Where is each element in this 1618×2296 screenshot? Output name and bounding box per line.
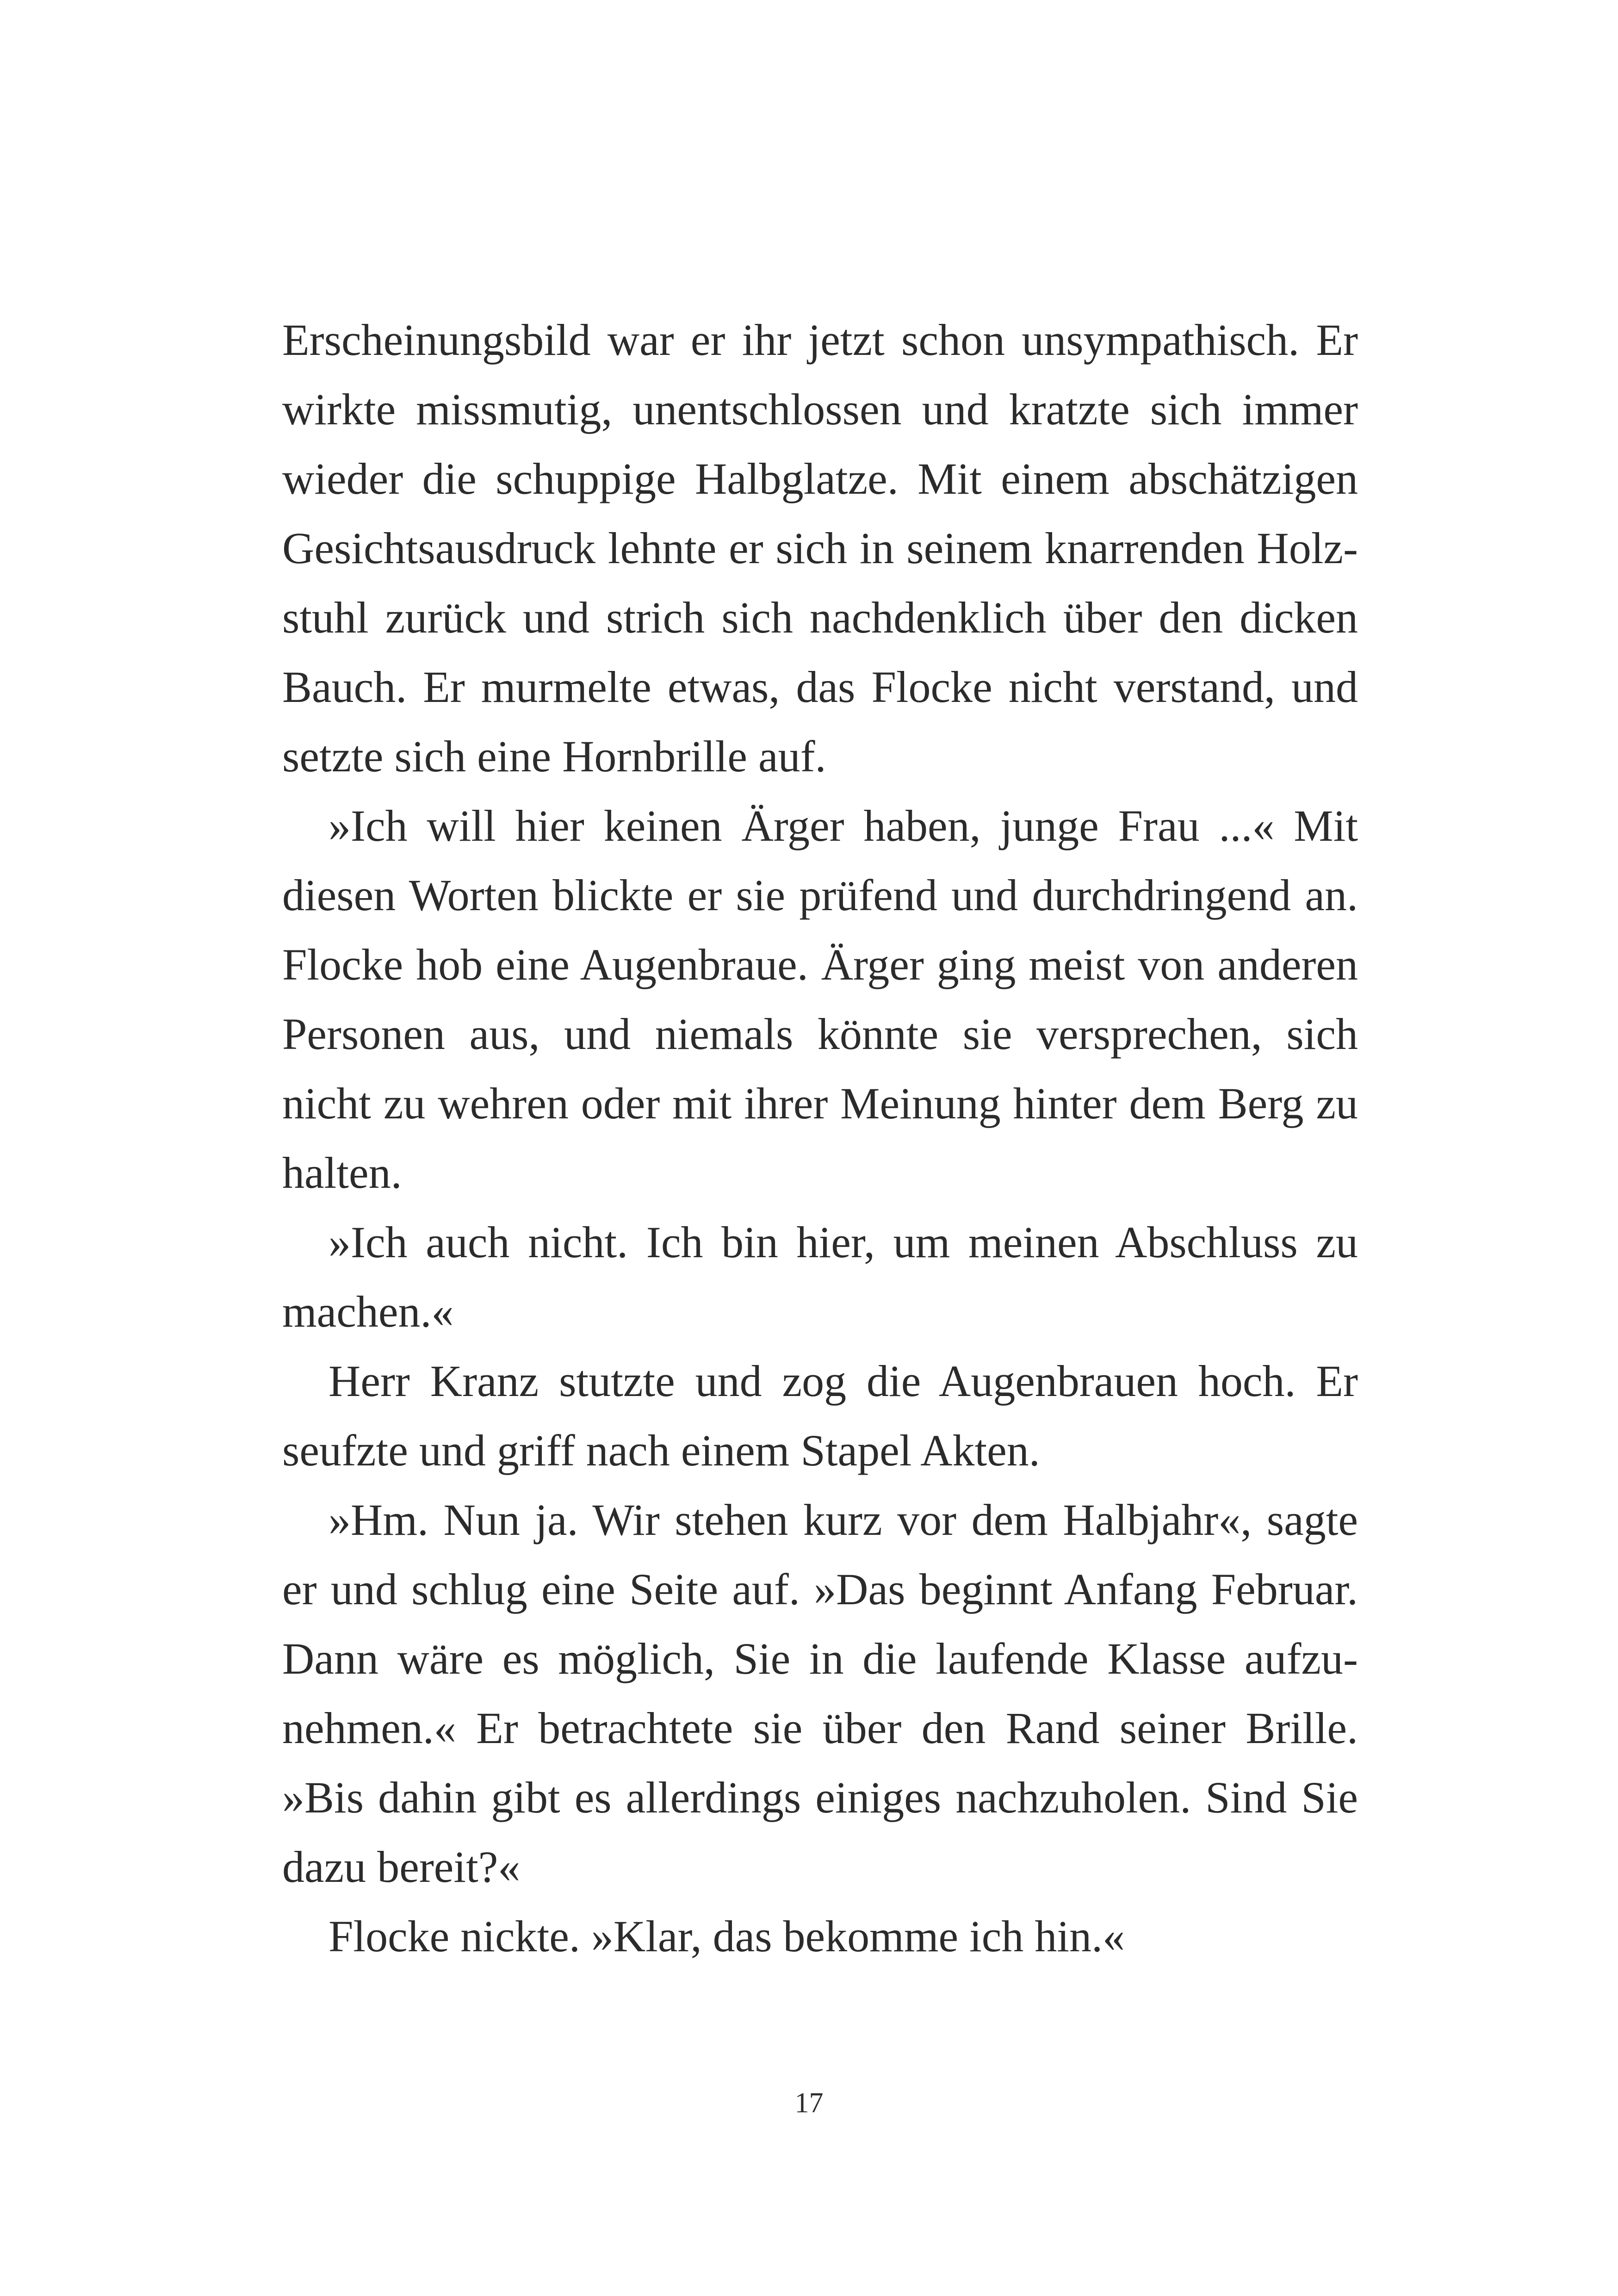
body-text (282, 305, 1358, 1971)
paragraph: »Hm. Nun ja. Wir stehen kurz vor dem Halbjahr«, sagte er und schlug eine Seite auf. »Das beginnt Anfang Februar. Dann wäre es möglich, Sie in die laufende Klasse aufzunehmen.« Er betrachtete sie über den Rand seiner Brille. »Bis dahin gibt es allerdings einiges nachzuholen. Sind Sie dazu bereit?« (282, 1495, 1358, 1892)
paragraph: »Ich will hier keinen Ärger haben, junge Frau ...« Mit diesen Worten blickte er sie prüfend und durchdringend an. Flocke hob eine Augenbraue. Ärger ging meist von anderen Personen aus, und niemals könnte sie versprechen, sich nicht zu wehren oder mit ihrer Meinung hinter dem Berg zu halten. (282, 801, 1358, 1198)
page-number: 17 (794, 2087, 824, 2119)
paragraph: Flocke nickte. »Klar, das bekomme ich hin.« (329, 1911, 1125, 1961)
paragraph: Erscheinungsbild war er ihr jetzt schon unsympathisch. Er wirkte missmutig, unentschlossen und kratzte sich immer wieder die schuppige Halbglatze. Mit einem abschätzigen Gesichtsausdruck lehnte er sich in seinem knarrenden Holzstuhl zurück und strich sich nachdenklich über den dicken Bauch. Er murmelte etwas, das Flocke nicht verstand, und setzte sich eine Hornbrille auf. (282, 315, 1358, 781)
paragraph: Herr Kranz stutzte und zog die Augenbrauen hoch. Er seufzte und griff nach einem Stapel Akten. (282, 1356, 1358, 1475)
paragraph: »Ich auch nicht. Ich bin hier, um meinen Abschluss zu machen.« (282, 1217, 1358, 1336)
